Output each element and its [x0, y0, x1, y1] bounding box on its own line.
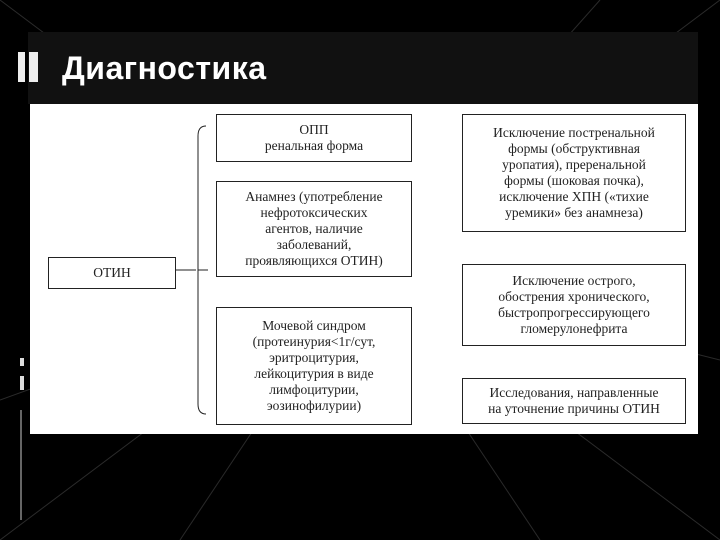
right-box-exclusion-forms [462, 114, 686, 232]
right-box-text: Исключение острого, обострения хронического, быстропрогрессирующего гломерулонефрита [498, 273, 650, 336]
side-accent-mark [20, 358, 24, 366]
right-box-investigations [462, 378, 686, 424]
diagram-panel [30, 104, 698, 434]
side-accent-mark [20, 410, 22, 520]
right-box-text: Исключение постренальной формы (обструктивная уропатия), преренальной формы (шоковая почка), исключение ХПН («тихие уремики» без анамнеза) [493, 125, 655, 220]
root-box-otin [48, 257, 176, 289]
side-accent-mark [20, 376, 24, 390]
root-label: ОТИН [93, 265, 131, 280]
middle-box-text: Мочевой синдром (протеинурия<1г/сут, эритроцитурия, лейкоцитурия в виде лимфоцитурии, эозинофилурии) [252, 318, 376, 413]
right-box-exclusion-gn [462, 264, 686, 346]
middle-box-text: Анамнез (употребление нефротоксических агентов, наличие заболеваний, проявляющихся ОТИН) [245, 189, 383, 268]
middle-box-urinary-syndrome [216, 307, 412, 425]
middle-box-anamnesis [216, 181, 412, 277]
slide-title: Диагностика [62, 50, 267, 86]
right-box-text: Исследования, направленные на уточнение причины ОТИН [488, 385, 660, 416]
title-accent-mark [18, 52, 42, 82]
middle-box-text: ОПП ренальная форма [264, 122, 364, 153]
middle-box-opp [216, 114, 412, 162]
